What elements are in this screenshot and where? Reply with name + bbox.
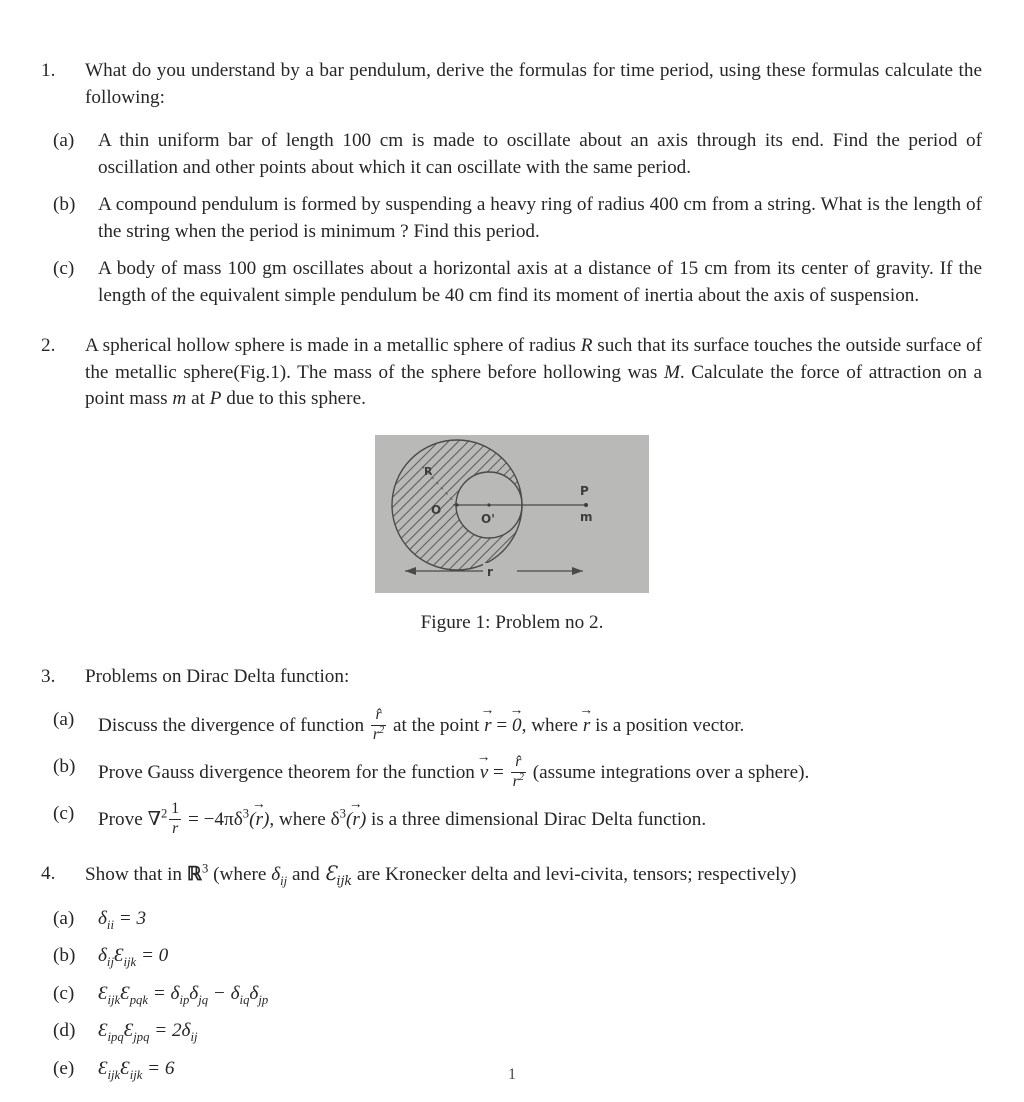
question-4-marker: 4.: [41, 863, 56, 885]
symbol-levi-civita: [324, 862, 353, 889]
question-1-marker: 1.: [41, 60, 56, 81]
question-3-sublist: [0, 707, 1024, 837]
question-1-item-c-text: A body of mass 100 gm oscillates about a horizontal axis at a distance of 15 cm from its center of gravity. If the length of the equivalent simple pendulum be 40 cm find its moment of inertia about the axis of suspension.: [98, 258, 982, 306]
question-2: [41, 333, 982, 413]
question-4-item-d-marker: (d): [53, 1020, 76, 1042]
question-1-item-b-marker: (b): [53, 194, 76, 215]
nabla-exponent: 2: [160, 806, 168, 821]
q4-part1: Show that in: [85, 864, 187, 886]
label-O-prime: O': [481, 511, 495, 526]
q3a-part3: , where: [521, 714, 583, 736]
q3b-part2: (assume integrations over a sphere).: [527, 762, 810, 784]
question-4-item-b: [53, 943, 1016, 970]
q3c-delta2-arg: (r →): [346, 809, 366, 830]
question-3-item-b-marker: (b): [53, 756, 76, 778]
fraction-den-exp: 2: [379, 724, 385, 736]
question-3-item-a: [53, 707, 982, 743]
question-3-item-b-text: [98, 753, 810, 790]
q3c-rhs-base: −4πδ: [203, 809, 243, 831]
fraction-numerator: r̂: [371, 707, 386, 726]
symbol-R3: [186, 861, 209, 886]
fraction-rhat-over-r2-b: [511, 754, 526, 790]
outer-center-dot: [455, 503, 458, 506]
question-3-item-c-marker: (c): [53, 803, 75, 825]
symbol-R3-base: ℝ: [186, 864, 203, 886]
vector-zero: 0 →: [512, 713, 522, 740]
fraction-numerator-b: r̂: [511, 754, 526, 773]
cavity-center-dot: [487, 503, 490, 506]
question-4-text: [85, 861, 982, 889]
vector-v: v →: [480, 760, 489, 787]
fraction-num-one: 1: [169, 801, 181, 820]
question-1-text: What do you understand by a bar pendulum, derive the formulas for time period, using these formulas calculate the following:: [85, 60, 982, 108]
question-4-item-b-marker: (b): [53, 945, 76, 967]
question-1-item-b-text: A compound pendulum is formed by suspending a heavy ring of radius 400 cm from a string. What is the length of the string when the period is minimum ? Find this period.: [98, 194, 982, 242]
question-3-item-b: [53, 754, 982, 790]
question-2-text-part3: . Calculate the force of attraction on a point mass: [85, 361, 982, 409]
formula-delta-eps: $\delta_{ij}Ɛ_{ijk} = 0$: [98, 945, 169, 970]
fraction-rhat-over-r2: [371, 707, 386, 743]
q4-part4: are Kronecker delta and levi-civita, tensors; respectively): [352, 864, 797, 886]
fraction-denominator-b: [511, 773, 526, 791]
question-3-item-a-text: [98, 706, 745, 743]
q3c-delta2: [330, 806, 367, 831]
kronecker-base: δ: [271, 864, 281, 886]
question-2-text: [85, 333, 982, 413]
question-4-item-a-marker: (a): [53, 907, 75, 929]
symbol-R3-exp: 3: [202, 861, 209, 876]
figure-1-image: [375, 435, 649, 593]
label-P: P: [580, 483, 589, 498]
question-1-item-a: [53, 128, 982, 181]
question-4-item-e-marker: (e): [53, 1057, 75, 1079]
question-1-item-b: [53, 192, 982, 245]
question-1-item-c-marker: (c): [53, 258, 75, 279]
question-1: [41, 58, 982, 111]
question-3-item-c-text: [98, 800, 707, 837]
q4-part2: (where: [208, 864, 272, 886]
symbol-mass-M: M: [663, 361, 680, 383]
levi-civita-base: Ɛ: [324, 862, 337, 886]
vector-r-lhs: r →: [484, 713, 491, 740]
label-R: R: [424, 464, 433, 478]
question-3-text: Problems on Dirac Delta function:: [85, 665, 350, 687]
q3c-part3: is a three dimensional Dirac Delta function.: [366, 809, 707, 831]
q3c-delta2-exp: 3: [339, 806, 346, 821]
q3a-equals: =: [491, 714, 512, 736]
nabla-symbol: ∇: [147, 809, 161, 831]
question-1-item-a-text: A thin uniform bar of length 100 cm is made to oscillate about an axis through its end. Find the period of oscillation and other points about which it can oscillate with the same period.: [98, 130, 982, 178]
q3c-equals: =: [183, 809, 204, 831]
q3c-part1: Prove: [98, 809, 148, 831]
fraction-den-base: r: [372, 725, 379, 743]
question-3-item-a-marker: (a): [53, 709, 75, 730]
question-3: [41, 664, 982, 691]
question-2-text-part5: due to this sphere.: [221, 388, 366, 409]
question-1-item-c: [53, 256, 982, 309]
question-3-item-c: [53, 801, 982, 837]
fraction-den-base-b: r: [512, 772, 519, 790]
figure-1-svg: [375, 435, 649, 593]
question-3-marker: 3.: [41, 665, 56, 687]
question-4-item-a: [53, 906, 1016, 933]
question-4-item-c: [53, 981, 1016, 1008]
fraction-one-over-r: [169, 801, 181, 837]
label-m: m: [580, 509, 593, 524]
figure-1-caption: Figure 1: Problem no 2.: [420, 611, 604, 633]
q3b-part1: Prove Gauss divergence theorem for the function: [98, 762, 480, 784]
question-1-item-a-marker: (a): [53, 130, 75, 151]
symbol-kronecker-delta: [271, 864, 288, 889]
label-r: r: [487, 564, 493, 579]
question-1-sublist: [0, 128, 1024, 309]
fraction-denominator: [371, 726, 386, 744]
figure-container: [0, 435, 1024, 634]
question-2-text-part1: A spherical hollow sphere is made in a metallic sphere of radius: [85, 335, 581, 356]
q3c-delta2-base: δ: [330, 809, 340, 831]
formula-eps-eps-pqk: $Ɛ_{ijk}Ɛ_{pqk} = \delta_{ip}\delta_{jq} - \delta_{iq}\delta_{jp}$: [98, 982, 269, 1007]
question-4: [41, 861, 982, 889]
page-number: 1: [508, 1066, 516, 1083]
kronecker-sub: ij: [280, 874, 288, 889]
formula-eps-ipq: $Ɛ_{ipq}Ɛ_{jpq} = 2\delta_{ij}$: [98, 1020, 198, 1045]
q3c-rhs-arg: (r →): [249, 809, 269, 830]
nabla-operator: [147, 806, 168, 831]
label-O: O: [431, 502, 442, 517]
q3a-part4: is a position vector.: [590, 714, 745, 736]
question-2-marker: 2.: [41, 335, 56, 356]
fraction-den-exp-b: 2: [518, 771, 524, 783]
symbol-point-P: P: [209, 388, 222, 409]
question-2-text-part4: at: [186, 388, 210, 409]
vector-r-sym: r →: [583, 713, 590, 740]
q3c-part2: , where: [269, 809, 331, 831]
question-4-sublist: [0, 906, 1024, 1083]
q3a-part2: at the point: [388, 714, 485, 736]
symbol-radius-R: R: [580, 335, 593, 356]
q3a-part1: Discuss the divergence of function: [98, 714, 369, 736]
question-4-item-d: [53, 1018, 1016, 1045]
symbol-mass-m: m: [172, 388, 187, 409]
formula-eps-ijk: $Ɛ_{ijk}Ɛ_{ijk} = 6$: [98, 1057, 175, 1082]
q3c-rhs: [203, 806, 270, 831]
q4-part3: and: [287, 864, 325, 886]
q3c-rhs-exp: 3: [242, 806, 250, 821]
fraction-den-r: r: [172, 819, 179, 837]
question-4-item-c-marker: (c): [53, 982, 75, 1004]
question-2-text-part2: such that its surface touches the outside surface of the metallic sphere(Fig.1). The mass of the sphere before hollowing was: [85, 335, 983, 383]
formula-delta-ii: $\delta_{ii} = 3$: [98, 907, 147, 932]
q3b-equals: =: [488, 762, 509, 784]
levi-civita-sub: ijk: [336, 873, 353, 889]
point-p-dot: [584, 503, 588, 507]
